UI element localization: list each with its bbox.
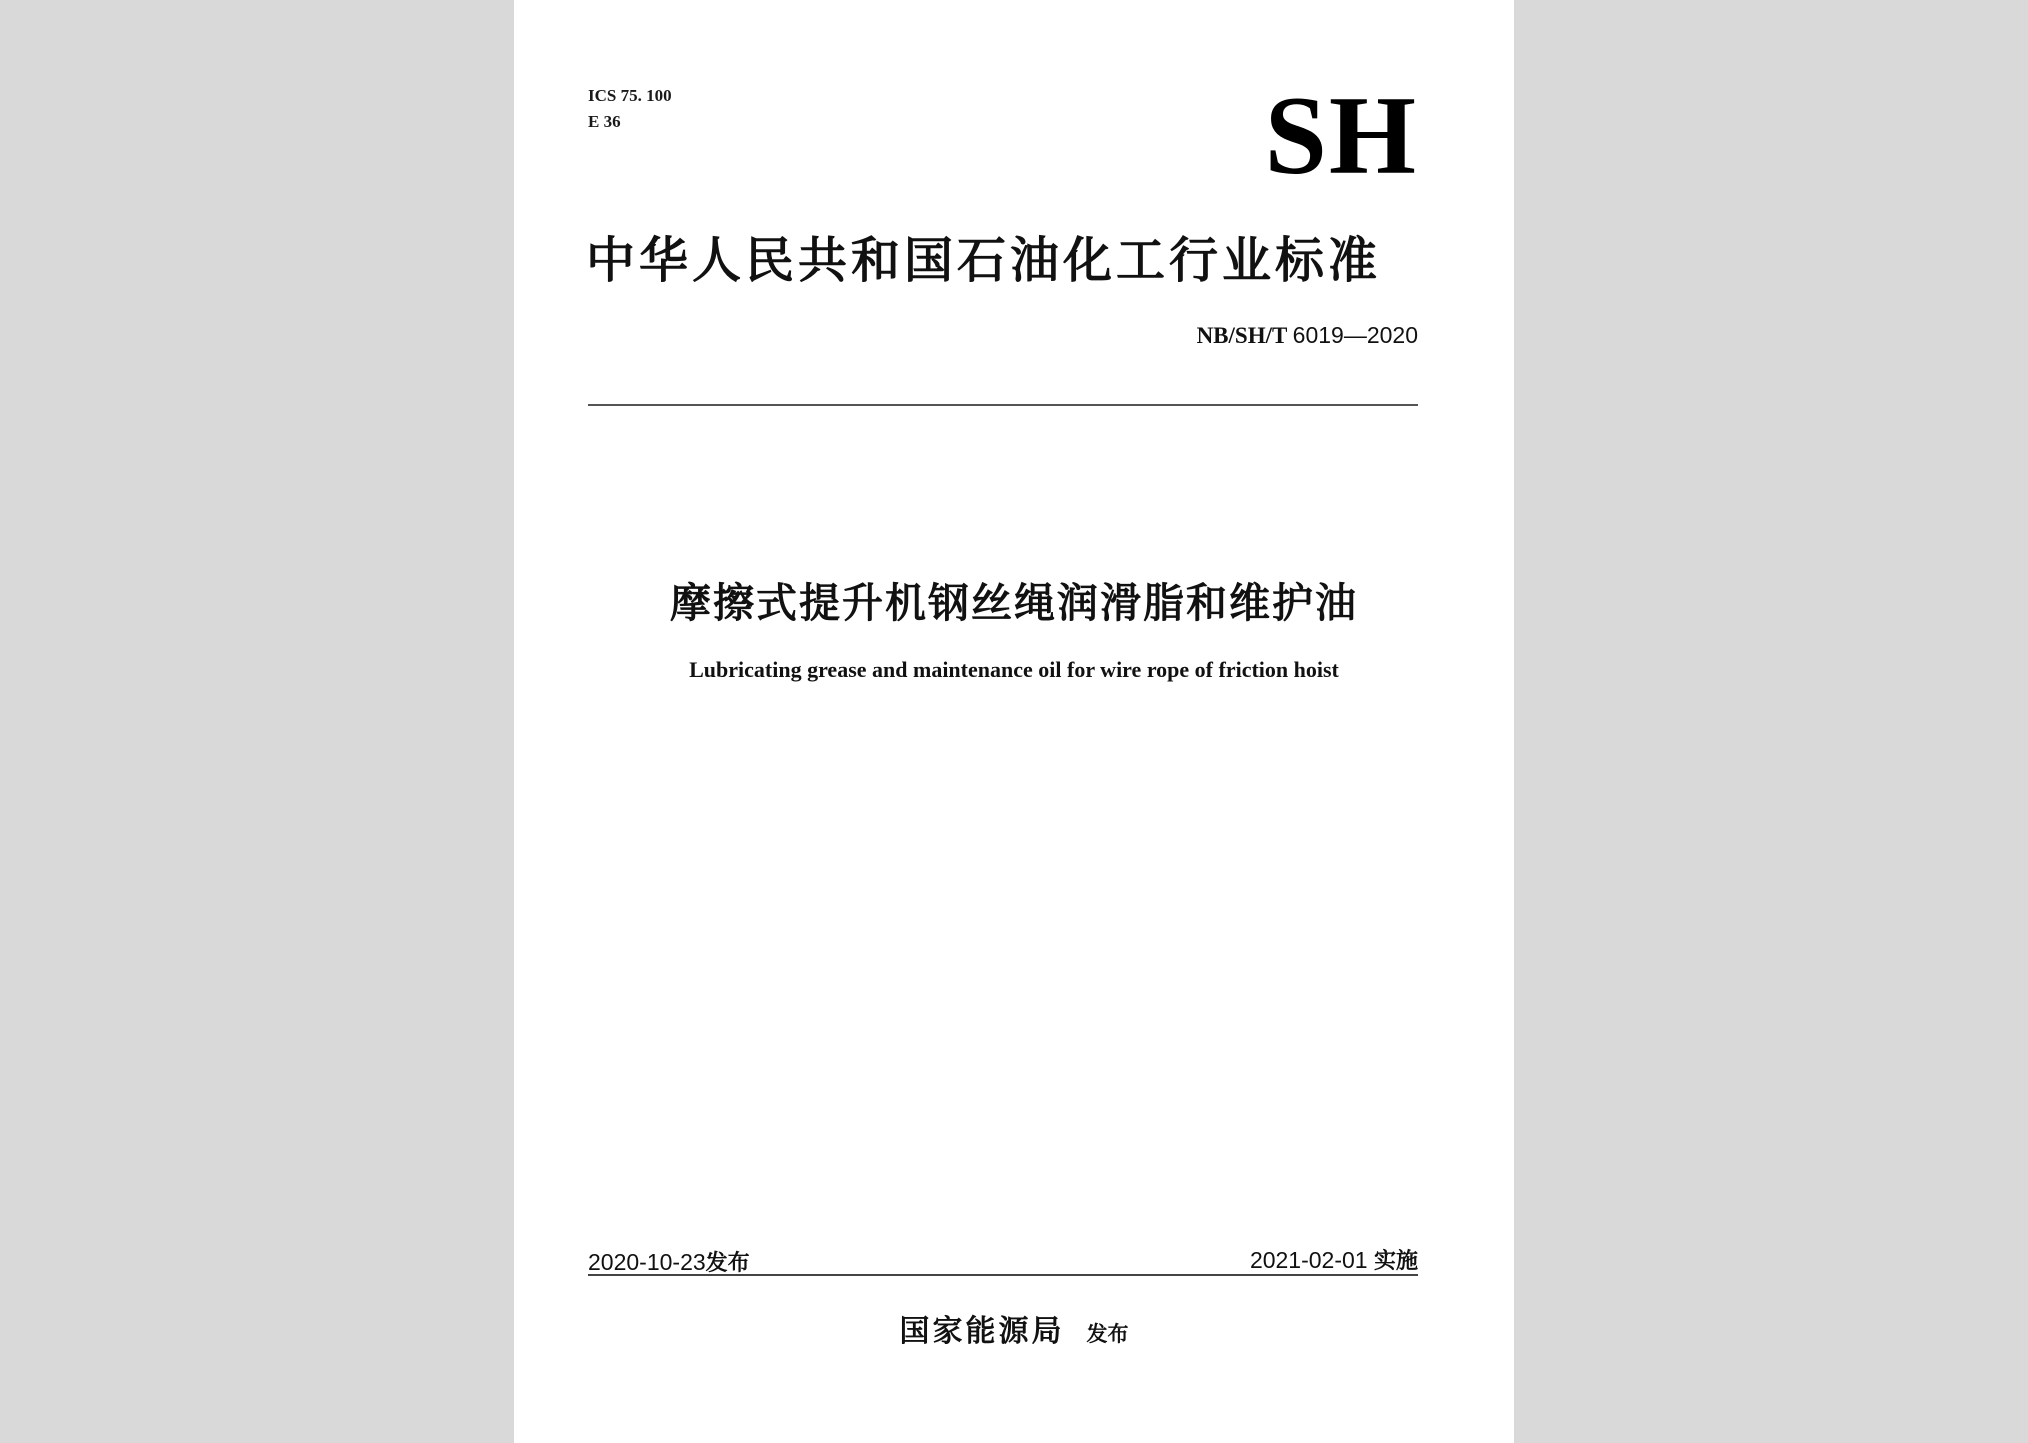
top-divider	[588, 404, 1418, 406]
issue-date	[588, 1246, 750, 1277]
publisher-name: 国家能源局	[899, 1314, 1065, 1349]
document-page	[514, 0, 1514, 1443]
implementation-date-value: 2021-02-01	[1249, 1247, 1368, 1273]
publisher	[514, 1306, 1514, 1350]
bottom-divider	[588, 1274, 1418, 1276]
classification-codes	[588, 83, 672, 135]
implementation-date	[1250, 1244, 1418, 1275]
document-title-english: Lubricating grease and maintenance oil for wire rope of friction hoist	[689, 657, 1339, 682]
ics-code: ICS 75. 100	[588, 86, 672, 105]
standard-number-prefix: NB/SH/T	[1196, 323, 1287, 348]
document-title-chinese: 摩擦式提升机钢丝绳润滑脂和维护油	[670, 579, 1358, 627]
issue-date-label: 发布	[705, 1251, 750, 1276]
implementation-date-label: 实施	[1373, 1249, 1418, 1274]
issue-date-value: 2020-10-23	[588, 1249, 706, 1275]
sh-logo: SH	[1264, 74, 1418, 198]
standard-number	[1197, 322, 1418, 349]
standard-number-value: 6019—2020	[1292, 322, 1418, 348]
ccs-code: E 36	[588, 112, 621, 131]
standard-category-title: 中华人民共和国石油化工行业标准	[586, 232, 1382, 289]
publisher-suffix: 发布	[1086, 1322, 1129, 1346]
